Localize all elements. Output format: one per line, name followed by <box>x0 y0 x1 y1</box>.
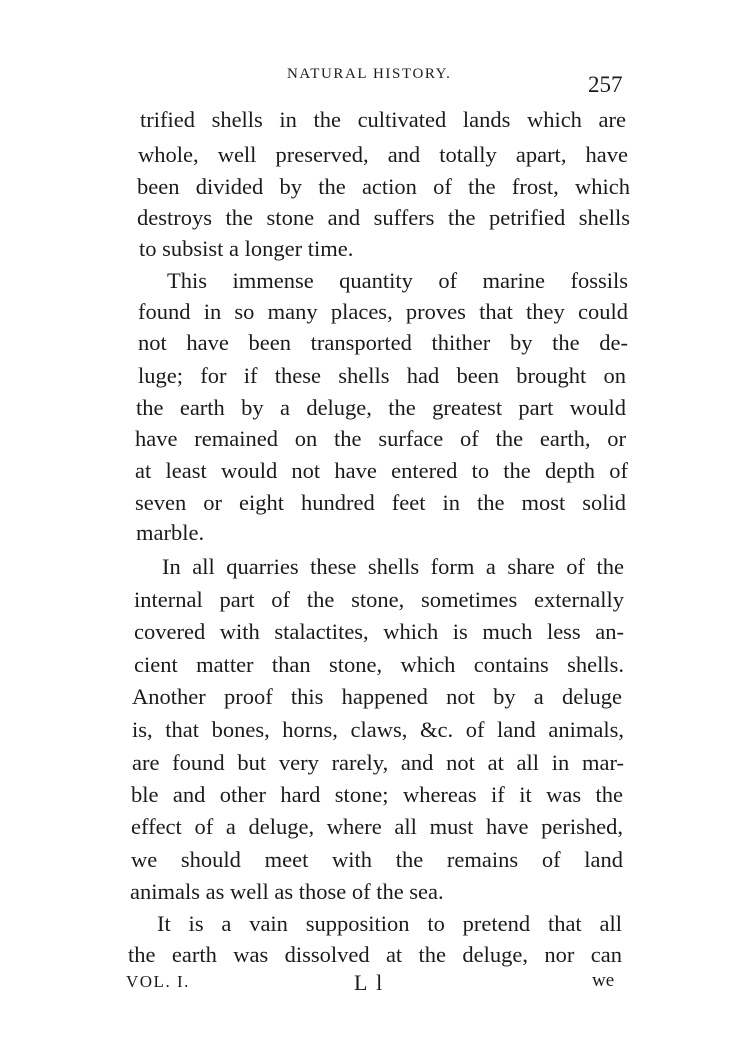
paragraph-first-line: This immense quantity of marine fossils <box>167 268 628 293</box>
text-line: effect of a deluge, where all must have perished, <box>131 814 623 839</box>
running-head: NATURAL HISTORY. <box>287 66 452 82</box>
paragraph-first-line: In all quarries these shells form a share of the <box>162 554 624 579</box>
text-line: cient matter than stone, which contains shells. <box>134 652 624 677</box>
text-line: not have been transported thither by the de- <box>138 330 628 355</box>
text-line: been divided by the action of the frost, which <box>137 174 630 199</box>
catchword: we <box>592 970 615 991</box>
text-line: to subsist a longer time. <box>139 236 354 261</box>
text-line: is, that bones, horns, claws, &c. of land animals, <box>132 717 624 742</box>
text-line: trified shells in the cultivated lands which are <box>140 107 626 132</box>
text-line: internal part of the stone, sometimes externally <box>134 587 624 612</box>
page-number: 257 <box>588 72 623 97</box>
text-line: seven or eight hundred feet in the most solid <box>135 490 626 515</box>
text-line: whole, well preserved, and totally apart, have <box>138 142 628 167</box>
text-line: have remained on the surface of the earth, or <box>135 426 626 451</box>
text-line: Another proof this happened not by a deluge <box>132 684 622 709</box>
paragraph-first-line: It is a vain supposition to pretend that all <box>157 911 622 936</box>
text-line: marble. <box>136 520 205 545</box>
text-line: found in so many places, proves that they could <box>138 299 628 324</box>
text-line: luge; for if these shells had been brought on <box>138 363 626 388</box>
text-line: the earth was dissolved at the deluge, nor can <box>128 942 622 967</box>
volume-label: VOL. I. <box>126 972 190 991</box>
text-line: at least would not have entered to the depth of <box>135 458 628 483</box>
text-line: the earth by a deluge, the greatest part would <box>136 395 626 420</box>
text-line: are found but very rarely, and not at all in mar- <box>132 750 624 775</box>
signature-mark: L l <box>354 970 385 995</box>
text-line: we should meet with the remains of land <box>131 847 623 872</box>
text-line: animals as well as those of the sea. <box>130 879 444 904</box>
text-line: ble and other hard stone; whereas if it was the <box>131 782 623 807</box>
text-line: destroys the stone and suffers the petrified shells <box>137 205 630 230</box>
text-line: covered with stalactites, which is much less an- <box>134 619 624 644</box>
